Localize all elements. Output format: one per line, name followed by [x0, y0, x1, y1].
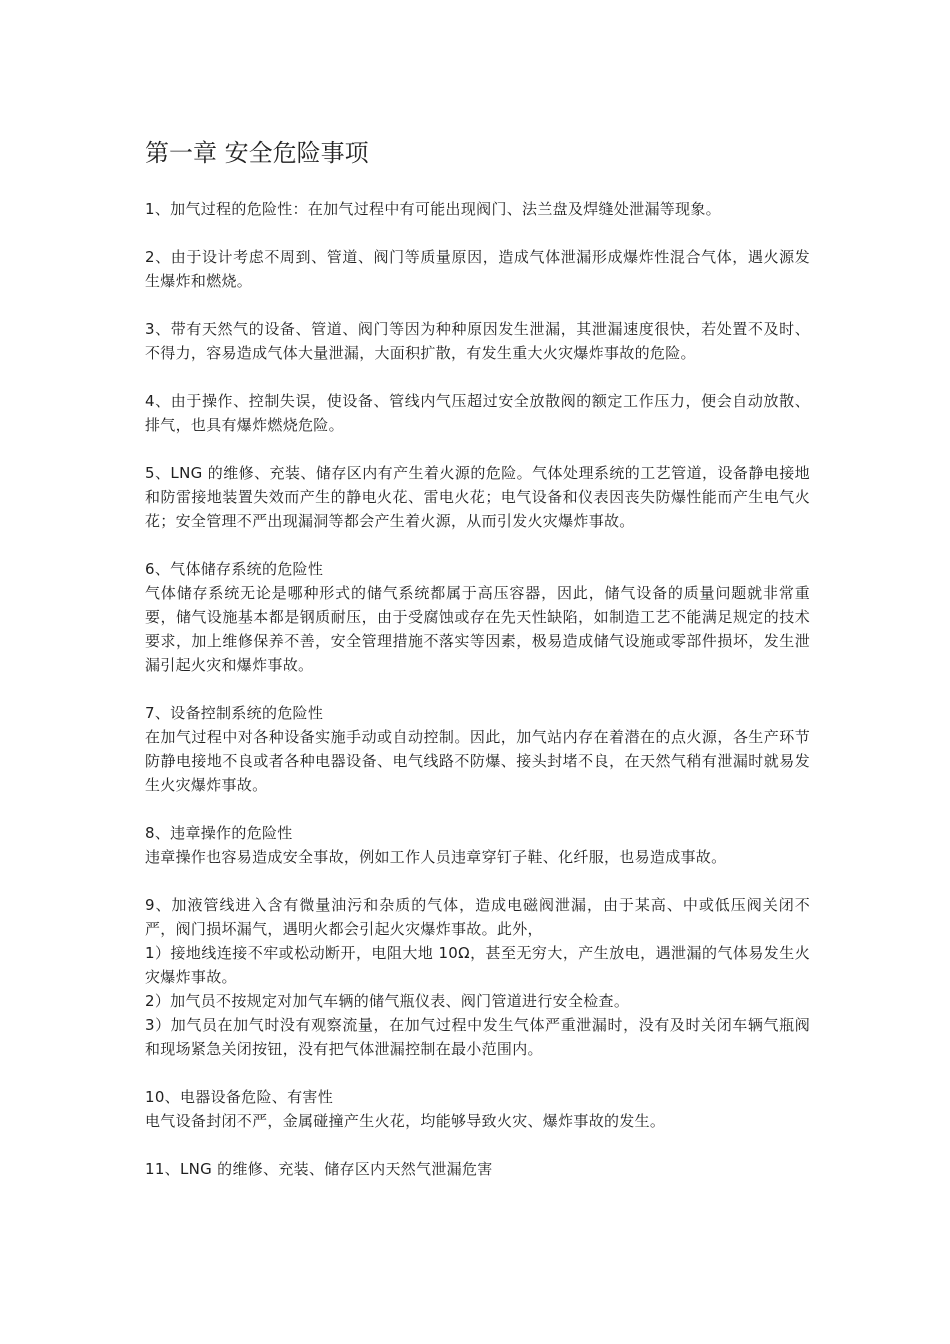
paragraph-11 — [145, 1157, 810, 1181]
paragraph-line: 气体储存系统无论是哪种形式的储气系统都属于高压容器，因此，储气设备的质量问题就非常重要，储气设施基本都是钢质耐压，由于受腐蚀或存在先天性缺陷，如制造工艺不能满足规定的技术要求，加上维修保养不善，安全管理措施不落实等因素，极易造成储气设施或零部件损坏，发生泄漏引起火灾和爆炸事故。 — [145, 584, 810, 674]
paragraph-line: 电气设备封闭不严，金属碰撞产生火花，均能够导致火灾、爆炸事故的发生。 — [145, 1112, 666, 1130]
paragraph-line: 1）接地线连接不牢或松动断开，电阻大地 10Ω，甚至无穷大，产生放电，遇泄漏的气体易发生火灾爆炸事故。 — [145, 944, 810, 986]
paragraph-line: 4、由于操作、控制失误，使设备、管线内气压超过安全放散阀的额定工作压力，便会自动放散、排气，也具有爆炸燃烧危险。 — [145, 392, 810, 434]
paragraph-1 — [145, 197, 810, 221]
paragraph-line: 3）加气员在加气时没有观察流量，在加气过程中发生气体严重泄漏时，没有及时关闭车辆气瓶阀和现场紧急关闭按钮，没有把气体泄漏控制在最小范围内。 — [145, 1016, 810, 1058]
paragraph-line: 在加气过程中对各种设备实施手动或自动控制。因此，加气站内存在着潜在的点火源，各生产环节防静电接地不良或者各种电器设备、电气线路不防爆、接头封堵不良，在天然气稍有泄漏时就易发生火灾爆炸事故。 — [145, 728, 810, 794]
paragraph-line: 7、设备控制系统的危险性 — [145, 704, 324, 722]
paragraph-9 — [145, 893, 810, 1061]
paragraph-line: 10、电器设备危险、有害性 — [145, 1088, 333, 1106]
paragraph-line: 5、LNG 的维修、充装、储存区内有产生着火源的危险。气体处理系统的工艺管道，设备静电接地和防雷接地装置失效而产生的静电火花、雷电火花；电气设备和仪表因丧失防爆性能而产生电气火花；安全管理不严出现漏洞等都会产生着火源，从而引发火灾爆炸事故。 — [145, 464, 810, 530]
paragraph-7 — [145, 701, 810, 797]
paragraph-10 — [145, 1085, 810, 1133]
paragraph-line: 违章操作也容易造成安全事故，例如工作人员违章穿钉子鞋、化纤服，也易造成事故。 — [145, 848, 727, 866]
paragraph-line: 11、LNG 的维修、充装、储存区内天然气泄漏危害 — [145, 1160, 493, 1178]
document-body — [145, 133, 810, 1205]
paragraph-line: 3、带有天然气的设备、管道、阀门等因为种种原因发生泄漏，其泄漏速度很快，若处置不及时、不得力，容易造成气体大量泄漏，大面积扩散，有发生重大火灾爆炸事故的危险。 — [145, 320, 810, 362]
chapter-title: 第一章 安全危险事项 — [145, 139, 369, 167]
paragraph-8 — [145, 821, 810, 869]
paragraph-line: 2）加气员不按规定对加气车辆的储气瓶仪表、阀门管道进行安全检查。 — [145, 992, 630, 1010]
paragraph-3 — [145, 317, 810, 365]
paragraph-line: 8、违章操作的危险性 — [145, 824, 293, 842]
paragraph-6 — [145, 557, 810, 677]
paragraph-line: 6、气体储存系统的危险性 — [145, 560, 324, 578]
paragraph-line: 2、由于设计考虑不周到、管道、阀门等质量原因，造成气体泄漏形成爆炸性混合气体，遇火源发生爆炸和燃烧。 — [145, 248, 810, 290]
paragraph-list — [145, 197, 810, 1181]
paragraph-line: 9、加液管线进入含有微量油污和杂质的气体，造成电磁阀泄漏，由于某高、中或低压阀关闭不严，阀门损坏漏气，遇明火都会引起火灾爆炸事故。此外， — [145, 896, 810, 938]
paragraph-5 — [145, 461, 810, 533]
paragraph-line: 1、加气过程的危险性：在加气过程中有可能出现阀门、法兰盘及焊缝处泄漏等现象。 — [145, 200, 721, 218]
paragraph-4 — [145, 389, 810, 437]
paragraph-2 — [145, 245, 810, 293]
